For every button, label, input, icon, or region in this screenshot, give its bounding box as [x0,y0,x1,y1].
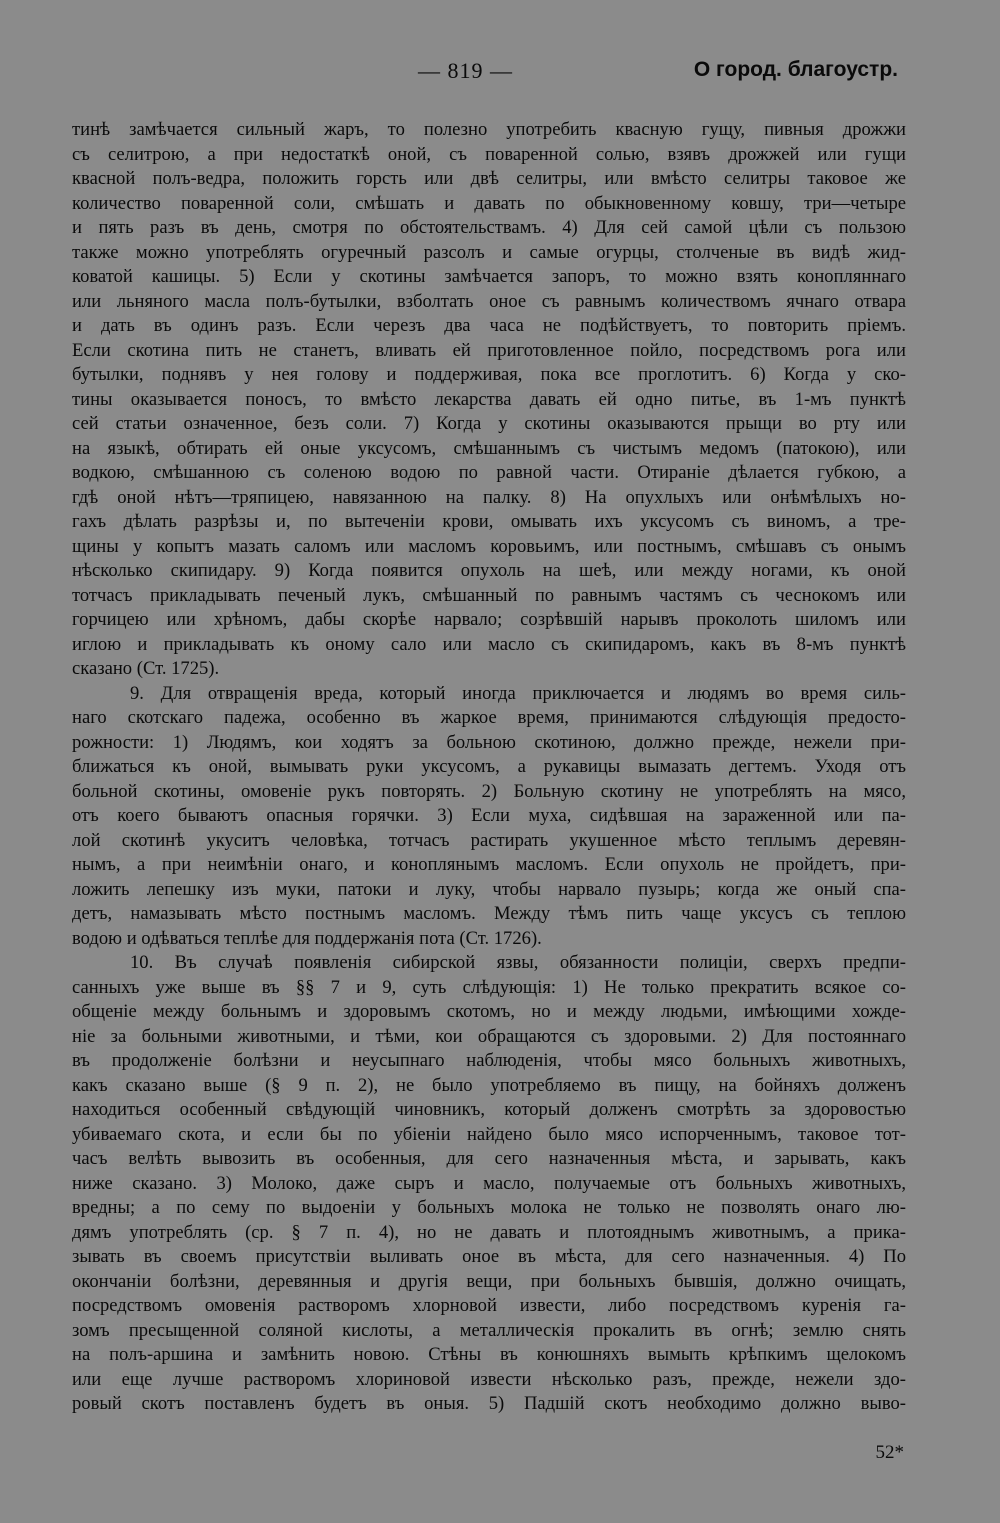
text-line: больной скотины, омовеніе рукъ повторять. 2) Больную скотину не употреблять на мясо, [72,780,906,802]
text-line: ровый скотъ поставленъ будетъ въ оныя. 5) Падшій скотъ необходимо должно выво- [72,1393,906,1414]
page-number: — 819 — [418,58,513,83]
text-line: рожности: 1) Людямъ, кои ходятъ за больною скотиною, должно прежде, нежели при- [72,731,906,753]
text-line: сей статьи означенное, безъ соли. 7) Когда у скотины оказываются прыщи во рту или [72,413,906,434]
text-line: гдѣ оной нѣтъ—тряпицею, навязанною на палку. 8) На опухлыхъ или онѣмѣлыхъ но- [72,486,906,508]
signature-mark: 52* [875,1442,904,1463]
text-line: детъ, намазывать мѣсто постнымъ масломъ. Между тѣмъ пить чаще уксусъ съ теплою [72,903,906,924]
text-line: зывать въ своемъ присутствіи выливать оное въ мѣста, для сего назначенныя. 4) По [72,1246,906,1267]
text-line: тотчасъ прикладывать печеный лукъ, смѣшанный по равнымъ частямъ съ чеснокомъ или [72,584,906,606]
page-header [0,58,1000,92]
text-line: на полъ-аршина и замѣнить новою. Стѣны въ конюшняхъ вымыть крѣпкимъ щелокомъ [72,1344,906,1365]
text-line: ближаться къ оной, вымывать руки уксусомъ, а рукавицы вымазать дегтемъ. Уходя отъ [72,756,906,777]
running-title: О город. благоустр. [693,58,898,81]
text-line: ніе за больными животными, и тѣми, кои обращаются съ здоровыми. 2) Для постояннаго [72,1025,906,1047]
text-line: гахъ дѣлать разрѣзы и, по вытеченіи крови, омывать ихъ уксусомъ съ виномъ, а тре- [72,511,906,532]
text-line: въ продолженіе болѣзни и неусыпнаго наблюденія, чтобы мясо больныхъ животныхъ, [72,1050,906,1071]
text-line: сказано (Ст. 1725). [72,658,220,679]
text-line: дямъ употреблять (ср. § 7 п. 4), но не давать и плотояднымъ животнымъ, а прика- [72,1221,906,1243]
text-line: нымъ, а при неимѣніи онаго, и коноплянымъ масломъ. Если опухоль не пройдетъ, при- [72,854,906,875]
text-line: иглою и прикладывать къ оному сало или масло съ скипидаромъ, какъ въ 8-мъ пунктѣ [72,633,906,655]
text-line: водою и одѣваться теплѣе для поддержанія пота (Ст. 1726). [72,927,542,949]
text-line: 10. Въ случаѣ появленія сибирской язвы, обязанности полиціи, сверхъ предпи- [130,952,906,973]
text-line: Если скотина пить не станетъ, вливать ей приготовленное пойло, посредствомъ рога или [72,339,906,361]
text-line: квасной полъ-ведра, положить горсть или двѣ селитры, или вмѣсто селитры таковое же [72,168,906,189]
text-line: посредствомъ омовенія растворомъ хлорновой извести, либо посредствомъ куренія га- [72,1295,906,1316]
text-line: 9. Для отвращенія вреда, который иногда приключается и людямъ во время силь- [130,682,906,704]
text-line: и дать въ одинъ разъ. Если черезъ два часа не подѣйствуетъ, то повторить пріемъ. [72,315,906,336]
text-line: или еще лучше растворомъ хлориновой извести нѣсколько разъ, прежде, нежели здо- [72,1368,906,1390]
text-line: также можно употреблять огуречный разсолъ и самые огурцы, столченые въ видѣ жид- [72,241,906,263]
text-line: окончаніи болѣзни, деревянныя и другія вещи, при больныхъ бывшія, должно очищать, [72,1270,906,1292]
text-line: ниже сказано. 3) Молоко, даже сыръ и масло, получаемые отъ больныхъ животныхъ, [72,1172,906,1194]
text-line: лой скотинѣ укуситъ человѣка, тотчасъ растирать укушенное мѣсто теплымъ деревян- [72,829,906,851]
body-text [72,118,906,1417]
text-line: щины у копытъ мазать саломъ или масломъ коровьимъ, или постнымъ, смѣшавъ съ онымъ [72,535,906,557]
text-line: бутылки, поднявъ у нея голову и поддерживая, пока все проглотитъ. 6) Когда у ско- [72,364,906,385]
text-line: находиться особенный свѣдующій чиновникъ, который долженъ смотрѣть за здоровостью [72,1099,906,1120]
text-line: тины оказывается поносъ, то вмѣсто лекарства давать ей одно питье, въ 1-мъ пунктѣ [72,388,906,410]
text-line: тинѣ замѣчается сильный жаръ, то полезно употребить квасную гущу, пивныя дрожжи [72,119,906,140]
text-line: нѣсколько скипидару. 9) Когда появится опухоль на шеѣ, или между ногами, къ оной [72,560,906,581]
text-line: санныхъ уже выше въ §§ 7 и 9, суть слѣдующія: 1) Не только прекратить всякое со- [72,976,906,998]
text-line: и пять разъ въ день, смотря по обстоятельствамъ. 4) Для сей самой цѣли съ пользою [72,217,906,238]
text-line: количество поваренной соли, смѣшать и давать по обыкновенному ковшу, три—четыре [72,192,906,214]
text-line: или льняного масла полъ-бутылки, взболтать оное съ равнымъ количествомъ ячнаго отвара [72,290,906,312]
text-line: вредны; а по сему по выдоеніи у больныхъ молока не только не позволять онаго лю- [72,1197,906,1218]
text-line: общеніе между больнымъ и здоровымъ скотомъ, но и между людьми, имѣющими хожде- [72,1001,906,1022]
text-line: убиваемаго скота, и если бы по убіеніи найдено было мясо испорченнымъ, таковое тот- [72,1123,906,1145]
text-line: часъ велѣть вывозить въ особенныя, для сего назначенныя мѣста, и зарывать, какъ [72,1148,906,1169]
text-line: наго скотскаго падежа, особенно въ жаркое время, принимаются слѣдующія предосто- [72,707,906,728]
text-line: ложить лепешку изъ муки, патоки и луку, чтобы нарвало пузырь; когда же оный спа- [72,878,906,900]
text-line: на языкѣ, обтирать ей оные уксусомъ, смѣшаннымъ съ чистымъ медомъ (патокою), или [72,437,906,459]
text-line: коватой кашицы. 5) Если у скотины замѣчается запоръ, то можно взять конопляннаго [72,266,906,287]
text-line: отъ коего бываютъ опасныя горячки. 3) Если муха, сидѣвшая на зараженной или па- [72,805,906,826]
text-line: зомъ пресыщенной соляной кислоты, а металлическія прокалить въ огнѣ; землю снять [72,1319,906,1341]
text-line: водкою, смѣшанною съ соленою водою по равной части. Отираніе дѣлается губкою, а [72,462,906,483]
text-line: съ селитрою, а при недостаткѣ оной, съ поваренной солью, взявъ дрожжей или гущи [72,143,906,165]
text-line: горчицею или хрѣномъ, дабы скорѣе нарвало; созрѣвшій нарывъ проколоть шиломъ или [72,609,906,630]
text-line: какъ сказано выше (§ 9 п. 2), не было употребляемо въ пищу, на бойняхъ долженъ [72,1074,906,1096]
